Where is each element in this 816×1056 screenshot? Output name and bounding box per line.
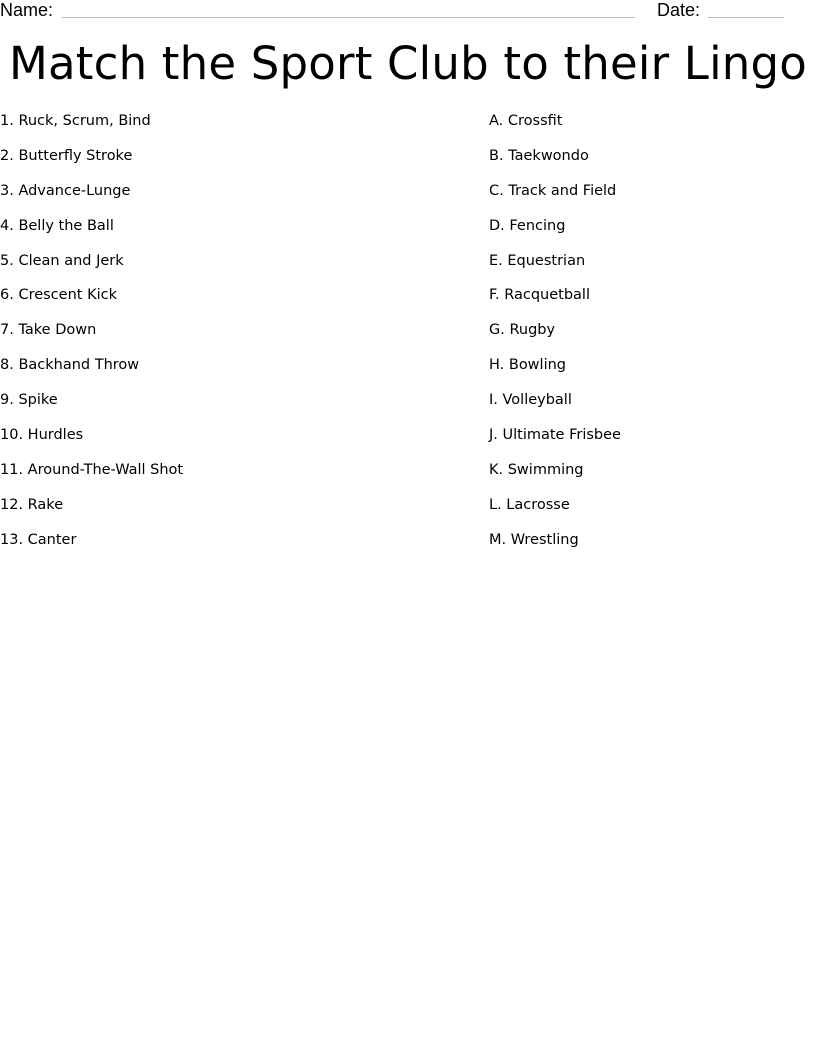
name-blank-line (62, 17, 635, 18)
answer-item: F. Racquetball (489, 287, 590, 304)
term-item: 3. Advance-Lunge (0, 182, 131, 199)
answer-item: G. Rugby (489, 322, 556, 339)
answer-item: C. Track and Field (489, 182, 617, 199)
answer-item: L. Lacrosse (489, 496, 570, 513)
worksheet-header (0, 0, 816, 22)
answer-item: H. Bowling (489, 357, 566, 374)
term-item: 7. Take Down (0, 322, 97, 339)
answers-list (489, 111, 809, 565)
term-item: 12. Rake (0, 496, 64, 513)
answer-item: I. Volleyball (489, 392, 572, 409)
terms-list (0, 111, 470, 565)
answer-item: J. Ultimate Frisbee (489, 427, 621, 444)
date-label: Date: (657, 0, 701, 20)
worksheet-title: Match the Sport Club to their Lingo (8, 37, 807, 90)
answer-item: K. Swimming (489, 461, 584, 478)
term-item: 2. Butterfly Stroke (0, 147, 133, 164)
term-item: 8. Backhand Throw (0, 357, 140, 374)
answer-item: A. Crossfit (489, 113, 563, 129)
term-item: 11. Around-The-Wall Shot (0, 461, 184, 478)
term-item: 10. Hurdles (0, 427, 84, 444)
term-item: 6. Crescent Kick (0, 287, 117, 304)
answer-item: B. Taekwondo (489, 147, 589, 164)
answer-item: D. Fencing (489, 217, 566, 234)
name-label: Name: (0, 0, 54, 20)
answer-item: E. Equestrian (489, 252, 586, 269)
answer-item: M. Wrestling (489, 531, 579, 548)
term-item: 13. Canter (0, 531, 77, 548)
term-item: 1. Ruck, Scrum, Bind (0, 113, 151, 129)
term-item: 5. Clean and Jerk (0, 252, 124, 269)
date-blank-line (708, 17, 784, 18)
term-item: 4. Belly the Ball (0, 217, 114, 234)
term-item: 9. Spike (0, 392, 58, 409)
